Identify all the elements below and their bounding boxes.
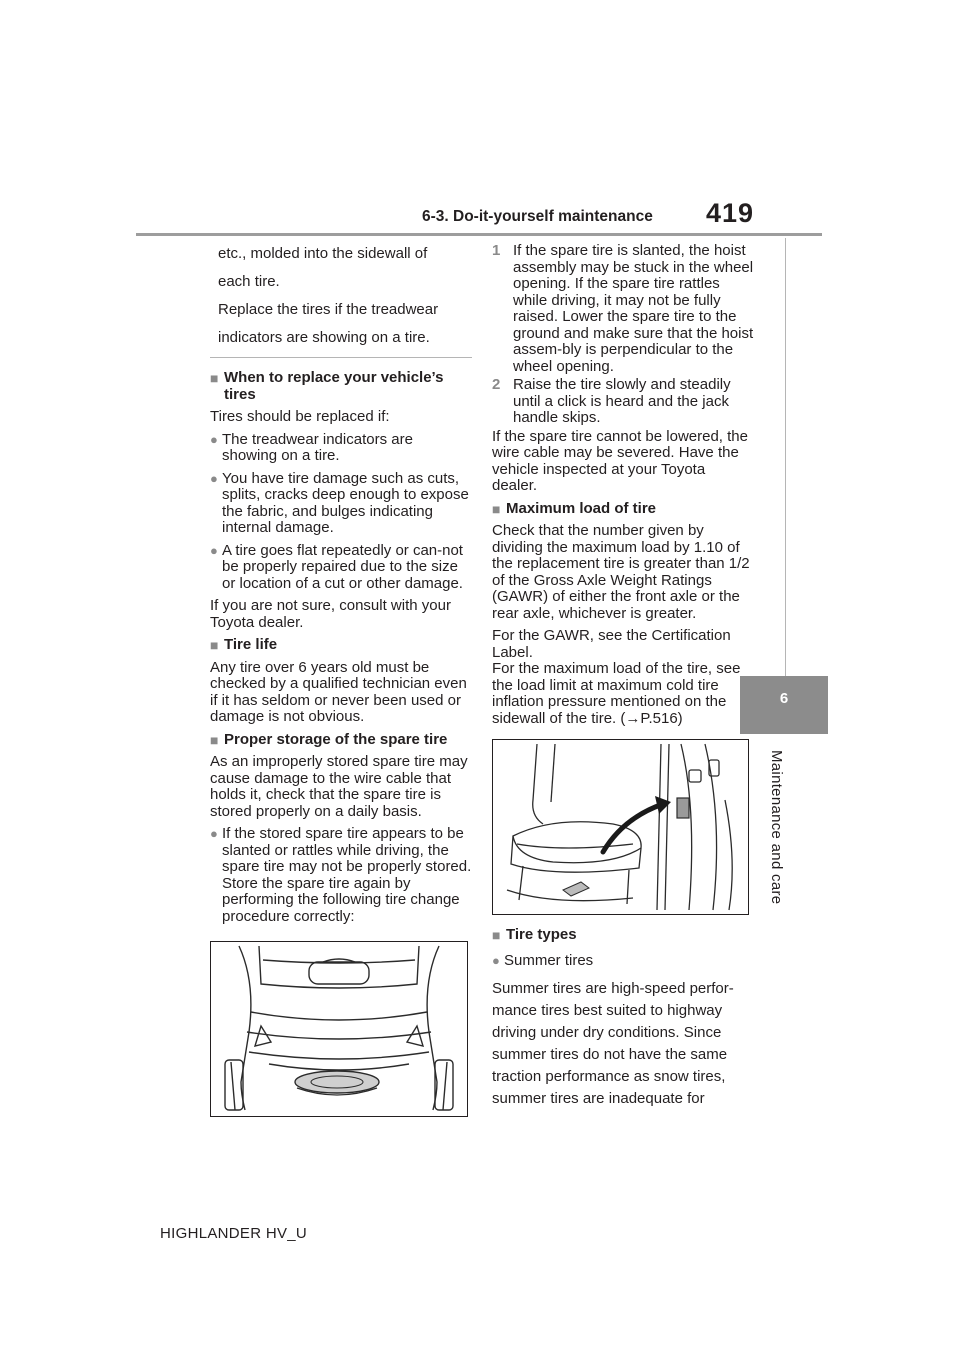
step-number: 1 — [492, 242, 501, 259]
body-line-3: driving under dry conditions. Since — [492, 1023, 722, 1041]
step-1 — [492, 243, 754, 375]
rear-vehicle-spare-tire-illustration — [210, 941, 468, 1117]
bullet-icon: ● — [210, 826, 218, 841]
square-icon: ■ — [492, 927, 501, 943]
section-title: 6-3. Do-it-yourself maintenance — [422, 208, 653, 225]
chapter-label — [768, 750, 802, 926]
bullet-text: Summer tires — [504, 951, 594, 969]
arrow-icon: → — [625, 709, 641, 727]
summer-tires-paragraph — [492, 978, 754, 1110]
paragraph: If the spare tire cannot be lowered, the wire cable may be severed. Have the vehicle inspected at your Toyota dealer. — [492, 427, 748, 494]
square-icon: ■ — [210, 370, 219, 386]
page-reference-link[interactable]: P.516 — [640, 709, 678, 727]
side-tab-line — [785, 238, 786, 676]
model-footer: HIGHLANDER HV_U — [160, 1225, 308, 1242]
bullet-icon: ● — [210, 470, 218, 486]
bullet-icon: ● — [210, 542, 218, 558]
section-divider — [210, 357, 472, 358]
body-line-5: traction performance as snow tires, — [492, 1067, 726, 1085]
square-icon: ■ — [210, 637, 219, 653]
bullet-item — [210, 471, 472, 537]
heading-spare-storage — [210, 732, 472, 749]
heading-text: When to replace your vehicle’s tires — [224, 369, 444, 403]
step-text: Raise the tire slowly and steadily until a click is heard and the jack handle skips. — [513, 376, 731, 426]
header-rule — [136, 233, 822, 236]
heading-text: Tire types — [506, 926, 577, 943]
bullet-text: You have tire damage such as cuts, splits, cracks deep enough to expose the fabric, and bulges indicating internal damage. — [222, 469, 469, 536]
square-icon: ■ — [492, 500, 501, 517]
heading-maximum-load — [492, 501, 754, 518]
rear-vehicle-drawing — [211, 942, 467, 1116]
paragraph: As an improperly stored spare tire may cause damage to the wire cable that holds it, check that the spare tire is stored properly on a daily basis. — [210, 753, 468, 820]
heading-text: Tire life — [224, 636, 278, 653]
square-icon: ■ — [210, 731, 219, 748]
page-number: 419 — [706, 198, 755, 228]
paragraph-max-load — [492, 661, 754, 727]
body-line-6: summer tires are inadequate for — [492, 1089, 705, 1107]
seat-door-drawing — [493, 740, 748, 914]
body-line-1: Summer tires are high-speed perfor- — [492, 979, 734, 997]
bullet-icon: ● — [492, 952, 500, 968]
bullet-text: The treadwear indicators are showing on a tire. — [222, 430, 413, 464]
body-line-2: mance tires best suited to highway — [492, 1001, 723, 1019]
intro-line-1: etc., molded into the sidewall of — [218, 245, 428, 262]
step-2 — [492, 377, 754, 427]
bullet-text: If the stored spare tire appears to be slanted or rattles while driving, the spare tire may not be properly stored. Store the spare tire again by performing the following tire change procedure correctly: — [222, 825, 472, 925]
left-column — [210, 243, 472, 1117]
paragraph: Tires should be replaced if: — [210, 408, 390, 425]
heading-text: Proper storage of the spare tire — [224, 730, 448, 748]
bullet-item — [210, 543, 472, 593]
heading-text: Maximum load of tire — [506, 499, 657, 517]
paragraph: Check that the number given by dividing the maximum load by 1.10 of the replacement tire is greater than 1/2 of the Gross Axle Weight Ratings (GAWR) of either the front axle or the rear axle, whichever is greater. — [492, 522, 750, 622]
bullet-icon: ● — [210, 431, 218, 447]
bullet-item — [492, 950, 754, 972]
bullet-text: A tire goes flat repeatedly or can-not be properly repaired due to the size or location of a cut or other damage. — [222, 541, 463, 592]
step-number: 2 — [492, 376, 501, 393]
intro-line-2: each tire. — [218, 273, 280, 290]
max-load-close: ) — [677, 709, 683, 727]
paragraph: Any tire over 6 years old must be checked by a qualified technician even if it has seldom or never been used or damage is not obvious. — [210, 658, 467, 725]
chapter-label-text: Maintenance and care — [768, 750, 785, 905]
bullet-item — [210, 432, 472, 465]
paragraph: For the GAWR, see the Certification Label. — [492, 627, 731, 661]
paragraph: If you are not sure, consult with your Toyota dealer. — [210, 597, 451, 631]
seat-certification-label-illustration — [492, 739, 749, 915]
intro-line-4: indicators are showing on a tire. — [218, 329, 430, 346]
heading-tire-life — [210, 637, 472, 654]
intro-line-3: Replace the tires if the treadwear — [218, 301, 439, 318]
chapter-number: 6 — [779, 690, 789, 707]
heading-tire-types — [492, 927, 754, 944]
max-load-text: For the maximum load of the tire, see the load limit at maximum cold tire inflation pressure mentioned on the sidewall of the tire. ( — [492, 660, 741, 727]
intro-paragraph — [210, 243, 472, 349]
bullet-item — [210, 826, 472, 925]
right-column — [492, 243, 754, 1110]
body-line-4: summer tires do not have the same — [492, 1045, 728, 1063]
heading-when-to-replace — [210, 370, 472, 403]
step-text: If the spare tire is slanted, the hoist assembly may be stuck in the wheel opening. If the spare tire rattles while driving, it may not be fully raised. Lower the spare tire to the ground and make sure that the hoist assem-bly is perpendicular to the wheel opening. — [513, 242, 754, 375]
